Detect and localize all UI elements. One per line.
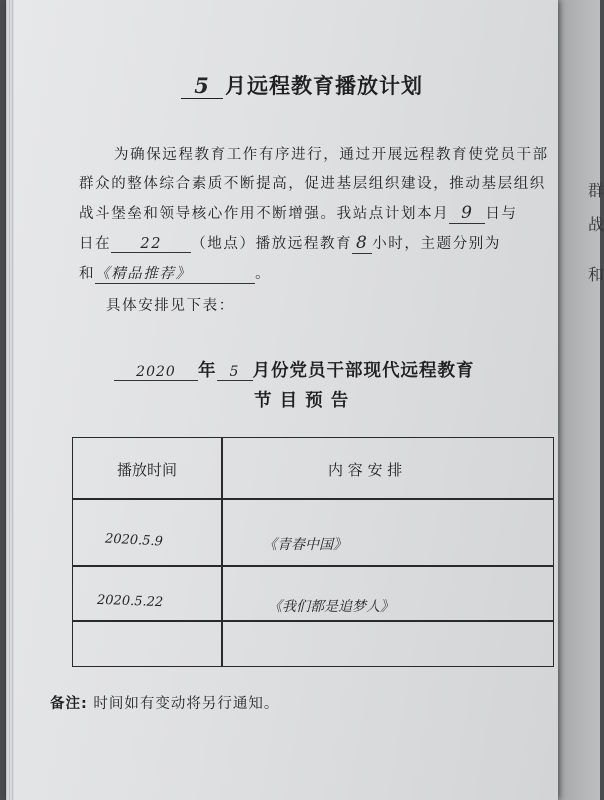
footer-note	[50, 692, 279, 713]
paragraph-line-4-end: 小时，主题分别为	[372, 236, 502, 252]
day-blank-1: 9	[449, 203, 485, 224]
table-divider	[73, 565, 553, 567]
theme-blank: 《精品推荐》	[95, 262, 255, 284]
schedule-table	[72, 437, 554, 667]
place-blank: 22	[111, 236, 191, 253]
hours-blank: 8	[352, 233, 372, 254]
paragraph-line-1: 为确保远程教育工作有序进行，通过开展远程教育使党员干部	[114, 147, 549, 163]
paragraph-line-3	[79, 202, 518, 224]
document-page	[6, 0, 558, 800]
page-stack-edge	[6, 0, 14, 800]
table-divider	[73, 620, 553, 622]
notice-heading	[114, 357, 475, 382]
row-1-content: 《青春中国》	[263, 537, 347, 553]
row-2-content: 《我们都是追梦人》	[268, 599, 394, 615]
notice-year-suffix: 年	[198, 361, 217, 381]
paragraph-line-3-end: 日与	[485, 206, 518, 222]
notice-heading-text: 月份党员干部现代远程教育	[252, 361, 475, 381]
adjacent-page-glyph: 群	[588, 181, 604, 200]
notice-subheading: 节 目 预 告	[254, 391, 350, 411]
row-2-time: 2020.5.22	[96, 592, 164, 611]
table-divider	[221, 438, 223, 666]
table-divider	[73, 498, 553, 500]
title-month: 5	[181, 73, 223, 99]
title-text: 月远程教育播放计划	[225, 74, 423, 98]
paragraph-line-6: 具体安排见下表：	[106, 298, 235, 314]
paragraph-line-5	[79, 262, 271, 284]
paragraph-line-4-start: 日在	[79, 236, 112, 252]
notice-month: 5	[217, 364, 253, 381]
adjacent-page-glyph: 和	[588, 265, 604, 284]
paragraph-line-2: 群众的整体综合素质不断提高，促进基层组织建设，推动基层组织	[79, 176, 546, 192]
paragraph-line-4-mid: （地点）播放远程教育	[191, 236, 353, 252]
footer-label: 备注:	[50, 696, 88, 712]
paragraph-line-5-start: 和	[79, 266, 96, 282]
paragraph-line-4	[79, 232, 501, 254]
adjacent-page-glyph: 战	[588, 215, 604, 234]
page-title	[181, 70, 423, 100]
footer-text: 时间如有变动将另行通知。	[93, 696, 280, 712]
paragraph-line-5-end: 。	[255, 266, 272, 282]
paragraph-line-3-text: 战斗堡垒和领导核心作用不断增强。我站点计划本月	[79, 206, 450, 222]
notice-year: 2020	[114, 364, 198, 381]
row-1-time: 2020.5.9	[104, 531, 164, 550]
header-time: 播放时间	[117, 461, 178, 479]
header-content: 内 容 安 排	[328, 461, 403, 479]
